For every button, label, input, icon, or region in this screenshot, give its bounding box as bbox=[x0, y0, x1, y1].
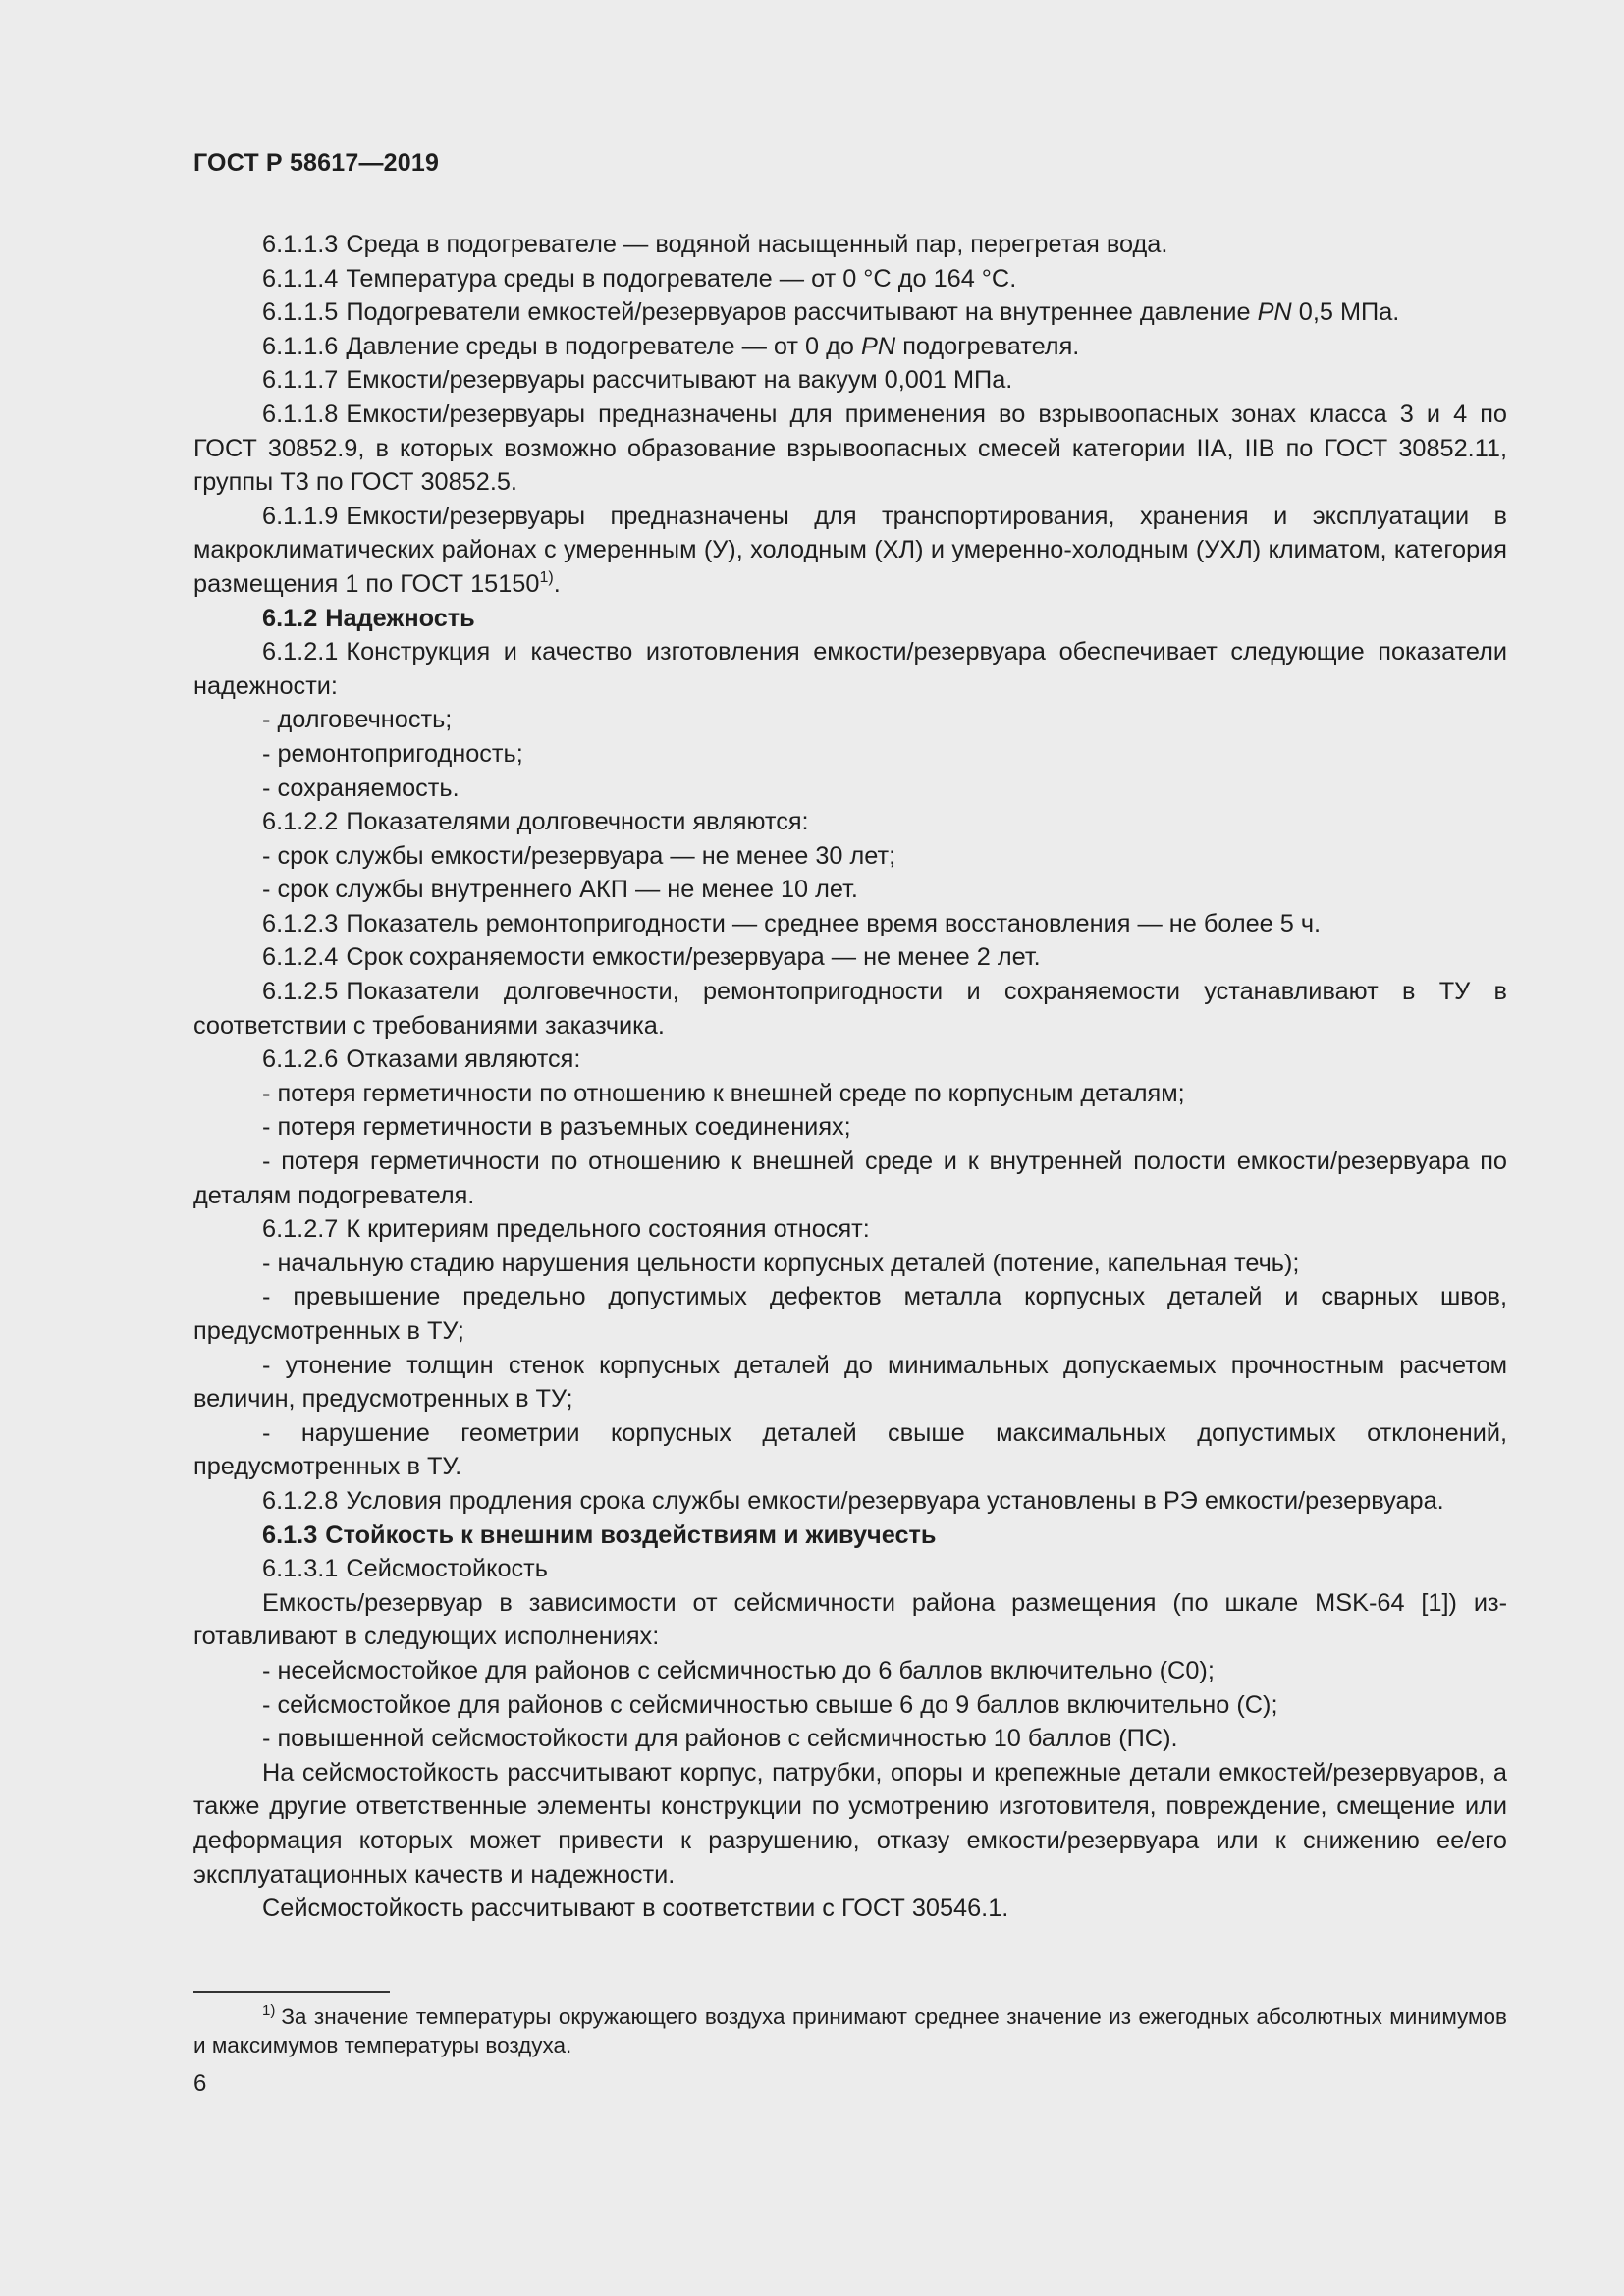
list-item: - потеря герметичности по отношению к внешней среде и к внутренней полости емкости/резервуара по деталям подогревателя. bbox=[193, 1148, 1507, 1209]
list-item: - начальную стадию нарушения цельности корпусных деталей (потение, капельная течь); bbox=[262, 1249, 1300, 1277]
section-heading-6-1-2: 6.1.2 Надежность bbox=[262, 604, 475, 632]
list-item: - срок службы внутреннего АКП — не менее 10 лет. bbox=[262, 876, 858, 904]
clause-6-1-2-3: 6.1.2.3 Показатель ремонтопригодности — среднее время восстановления — не более 5 ч. bbox=[262, 909, 1322, 937]
clause-6-1-1-7: 6.1.1.7 Емкости/резервуары рассчитывают на вакуум 0,001 МПа. bbox=[262, 366, 1013, 395]
clause-6-1-1-5: 6.1.1.5 Подогреватели емкостей/резервуаров рассчитывают на внутреннее давление PN 0,5 МПа. bbox=[262, 298, 1400, 327]
list-item: - потеря герметичности по отношению к внешней среде по корпусным деталям; bbox=[262, 1079, 1185, 1107]
clause-6-1-2-1: 6.1.2.1 Конструкция и качество изготовления емкости/резервуара обеспечивает следующие показатели надежности: bbox=[193, 638, 1507, 700]
clause-6-1-1-9: 6.1.1.9 Емкости/резервуары предназначены для транспортирования, хранения и эксплуатации в макроклиматических районах с умеренным (У), холодным (ХЛ) и умеренно-холодным (УХЛ) климатом, категория размещения 1 по ГОСТ 15150$^{1)}$. bbox=[193, 502, 1507, 598]
list-item: - долговечность; bbox=[262, 706, 453, 734]
footnote-separator bbox=[193, 1991, 390, 1993]
list-item: - потеря герметичности в разъемных соединениях; bbox=[262, 1113, 851, 1142]
footnote: $^{1)}$ За значение температуры окружающего воздуха принимают среднее значение из ежегодных абсолютных минимумов и максимумов температуры воздуха. bbox=[193, 2002, 1507, 2057]
document-header: ГОСТ Р 58617—2019 bbox=[193, 149, 440, 177]
clause-6-1-2-2: 6.1.2.2 Показателями долговечности являются: bbox=[262, 808, 809, 836]
list-item: - ремонтопригодность; bbox=[262, 739, 523, 768]
list-item: - утонение толщин стенок корпусных деталей до минимальных допускаемых прочностным расчетом величин, предусмотренных в ТУ; bbox=[193, 1351, 1507, 1414]
document-body bbox=[193, 228, 1507, 1926]
paragraph-seismic-intro: Емкость/резервуар в зависимости от сейсмичности района размещения (по шкале MSK-64 [1]) изготавливают в следующих исполнениях: bbox=[193, 1588, 1507, 1651]
list-item: - повышенной сейсмостойкости для районов с сейсмичностью 10 баллов (ПС). bbox=[262, 1725, 1178, 1753]
paragraph-seismic-standard: Сейсмостойкость рассчитывают в соответствии с ГОСТ 30546.1. bbox=[262, 1895, 1009, 1923]
paragraph-seismic-calc: На сейсмостойкость рассчитывают корпус, патрубки, опоры и крепежные детали емкостей/резервуаров, а также другие ответственные элементы конструкции по усмотрению изготовителя, повреждение, смещение или деформация которых может привести к разрушению, отказу емкости/резервуара или к снижению ее/его эксплуатационных качеств и надежности. bbox=[193, 1758, 1507, 1889]
clause-6-1-2-8: 6.1.2.8 Условия продления срока службы емкости/резервуара установлены в РЭ емкости/резервуара. bbox=[262, 1486, 1444, 1515]
clause-6-1-2-6: 6.1.2.6 Отказами являются: bbox=[262, 1045, 581, 1074]
section-heading-6-1-3: 6.1.3 Стойкость к внешним воздействиям и живучесть bbox=[262, 1521, 937, 1549]
clause-6-1-1-4: 6.1.1.4 Температура среды в подогревателе — от 0 °С до 164 °С. bbox=[262, 264, 1017, 293]
clause-6-1-2-7: 6.1.2.7 К критериям предельного состояния относят: bbox=[262, 1215, 870, 1244]
list-item: - сохраняемость. bbox=[262, 774, 460, 802]
clause-6-1-2-4: 6.1.2.4 Срок сохраняемости емкости/резервуара — не менее 2 лет. bbox=[262, 943, 1041, 972]
clause-6-1-1-3: 6.1.1.3 Среда в подогревателе — водяной насыщенный пар, перегретая вода. bbox=[262, 231, 1168, 258]
footnote-ref: 1) bbox=[539, 568, 554, 586]
list-item: - срок службы емкости/резервуара — не менее 30 лет; bbox=[262, 841, 896, 870]
list-item: - нарушение геометрии корпусных деталей свыше максимальных допустимых отклонений, предусмотренных в ТУ. bbox=[193, 1418, 1507, 1481]
list-item: - сейсмостойкое для районов с сейсмичностью свыше 6 до 9 баллов включительно (С); bbox=[262, 1690, 1278, 1719]
list-item: - превышение предельно допустимых дефектов металла корпусных деталей и сварных швов, предусмотренных в ТУ; bbox=[193, 1283, 1507, 1345]
clause-6-1-2-5: 6.1.2.5 Показатели долговечности, ремонтопригодности и сохраняемости устанавливают в ТУ в соответствии с требованиями заказчика. bbox=[193, 978, 1507, 1040]
page-number: 6 bbox=[193, 2070, 207, 2097]
clause-6-1-3-1: 6.1.3.1 Сейсмостойкость bbox=[262, 1555, 548, 1583]
list-item: - несейсмостойкое для районов с сейсмичностью до 6 баллов включительно (С0); bbox=[262, 1656, 1215, 1684]
clause-6-1-1-8: 6.1.1.8 Емкости/резервуары предназначены для применения во взрывоопасных зонах класса 3 и 4 по ГОСТ 30852.9, в которых возможно образование взрывоопасных смесей категории IIA, IIB по ГОСТ 30852.11, группы Т3 по ГОСТ 30852.5. bbox=[193, 400, 1507, 497]
footnote-mark: 1) bbox=[262, 2002, 276, 2019]
clause-6-1-1-6: 6.1.1.6 Давление среды в подогревателе — от 0 до PN подогревателя. bbox=[262, 332, 1080, 360]
